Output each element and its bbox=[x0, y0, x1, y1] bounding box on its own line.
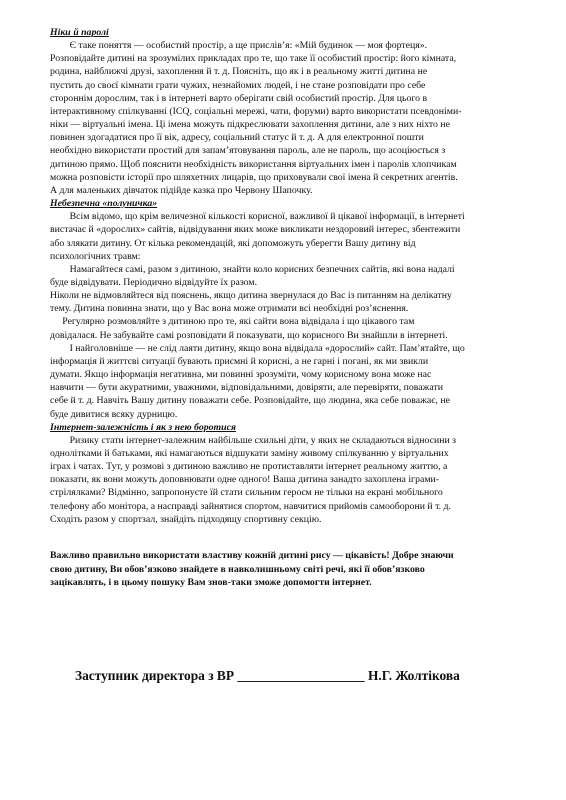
text-line: родина, найближчі друзі, захоплення й т. д. Поясніть, що як і в реальному житті дитина не bbox=[50, 66, 428, 78]
text-line: вистачає й «дорослих» сайтів, відвідування яких може викликати нездоровий інтерес, збентежити bbox=[50, 224, 461, 236]
text-line: дитиною прямо. Щоб пояснити необхідність використання віртуальних імен і паролів хлопчикам bbox=[50, 158, 457, 170]
text-line: Ніколи не відмовляйтеся від пояснень, якщо дитина звернулася до Вас із питанням на делікатну bbox=[50, 290, 452, 302]
text-line: буде відвідувати. Періодично відвідуйте їх разом. bbox=[50, 276, 258, 288]
document-body bbox=[50, 26, 522, 526]
text-line: Всім відомо, що крім величезної кількості корисної, важливої й цікавої інформації, в інтернеті bbox=[50, 211, 465, 223]
text-line: однолітками й батьками, які намагаються відшукати заміну живому спілкуванню у віртуальних bbox=[50, 448, 449, 459]
section-heading-strawberry: Небезпечна «полуничка» bbox=[50, 198, 158, 210]
text-line: інформація й життєві ситуації бувають приємні й корисні, а не гарні і погані, як ми звикли bbox=[50, 355, 429, 367]
text-line: психологічних травм: bbox=[50, 250, 141, 262]
text-line: буде дивитися всяку дурницю. bbox=[50, 408, 178, 420]
text-line: себе й т. д. Навчіть Вашу дитину поважати себе. Розповідайте, що людина, яка себе поважає, не bbox=[50, 395, 450, 407]
text-line: повинен здогадатися про її вік, адресу, соціальний статус й т. д. А для електронної пошти bbox=[50, 132, 424, 144]
text-line: стрілялками? Відмінно, запропонуєте їй стати сильним героєм не тільки на екрані мобільного bbox=[50, 487, 443, 499]
text-line: стороннім дорослим, так і в інтернеті варто оберігати свій особистий простір. Для цього в bbox=[50, 92, 428, 104]
section-heading-nicks: Ніки й паролі bbox=[50, 27, 109, 38]
text-line: Ризику стати інтернет-залежним найбільше схильні діти, у яких не складаються відносини з bbox=[50, 434, 457, 446]
text-line: інтерактивному спілкуванні (ICQ, соціальні мережі, чати, форуми) варто використати псевдоніми- bbox=[50, 105, 462, 117]
text-line: тему. Дитина повинна знати, що у Вас вона може отримати всі необхідні роз’яснення. bbox=[50, 303, 409, 315]
final-note-line: Важливо правильно використати властиву кожній дитині рису — цікавість! Добре знаючи bbox=[50, 550, 454, 561]
text-line: Є таке поняття — особистий простір, а ще прислів’я: «Мій будинок — моя фортеця». bbox=[50, 40, 428, 52]
text-line: або злякати дитину. От кілька рекомендацій, які допоможуть уберегти Вашу дитину від bbox=[50, 237, 416, 249]
text-line: довідалася. Не забувайте самі розповідати й показувати, що корисного Ви знайшли в інтернеті. bbox=[50, 329, 448, 341]
text-line: іграх і чатах. Тут, у розмові з дитиною важливо не протиставляти інтернет реальному життю, а bbox=[50, 461, 448, 473]
text-line: А для маленьких дівчаток підійде казка про Червону Шапочку. bbox=[50, 184, 313, 196]
final-note-line: свою дитину, Ви обов’язково знайдете в навколишньому світі речі, які її обов’язково bbox=[50, 563, 425, 575]
signature-line: Заступник директора з ВР ___________________ Н.Г. Жолтікова bbox=[75, 668, 460, 683]
text-line: І найголовніше — не слід лаяти дитину, якщо вона відвідала «дорослий» сайт. Пам’ятайте, що bbox=[50, 342, 465, 354]
text-line: ніки — віртуальні імена. Ці імена можуть підкреслювати захоплення дитини, але з них ніхто не bbox=[50, 119, 450, 131]
final-note bbox=[50, 549, 522, 590]
section-text-strawberry bbox=[50, 210, 522, 421]
text-line: Регулярно розмовляйте з дитиною про те, які сайти вона відвідала і що цікавого там bbox=[50, 316, 415, 328]
text-line: Розповідайте дитині на зрозумілих прикладах про те, що таке її особистий простір: його кімната, bbox=[50, 53, 457, 65]
section-text-addiction bbox=[50, 434, 522, 526]
text-line: можна розповісти історії про шляхетних лицарів, що приховували свої імена й секретних агентів. bbox=[50, 171, 458, 183]
text-line: Сходіть разом у спортзал, знайдіть підходящу спортивну секцію. bbox=[50, 513, 322, 525]
text-line: навчити — бути акуратними, уважними, відповідальними, довіряти, але перевіряти, поважати bbox=[50, 382, 444, 394]
text-line: показати, як вони можуть доповнювати одне одного! Ваша дитина занадто захоплена іграми- bbox=[50, 474, 440, 486]
text-line: необхідно використати простий для запам’ятовування пароль, але не пароль, що асоціюється з bbox=[50, 145, 446, 157]
text-line: думати. Якщо інформація негативна, ми повинні зрозуміти, чому корисному вона може нас bbox=[50, 369, 432, 381]
text-line: пустить до своєї кімнати грати чужих, незнайомих людей, і не стане розповідати про себе bbox=[50, 79, 426, 91]
section-text-nicks bbox=[50, 39, 522, 197]
final-note-line: зацікавлять, і в цьому пошуку Вам знов-таки зможе допомогти інтернет. bbox=[50, 577, 372, 588]
section-heading-addiction: Інтернет-залежність і як з нею боротися bbox=[50, 421, 236, 433]
text-line: Намагайтеся самі, разом з дитиною, знайти коло корисних безпечних сайтів, які вона надалі bbox=[50, 263, 455, 275]
text-line: телефону або монітора, а насправді зайнятися спортом, навчитися прийомів самооборони й т. д. bbox=[50, 500, 451, 512]
